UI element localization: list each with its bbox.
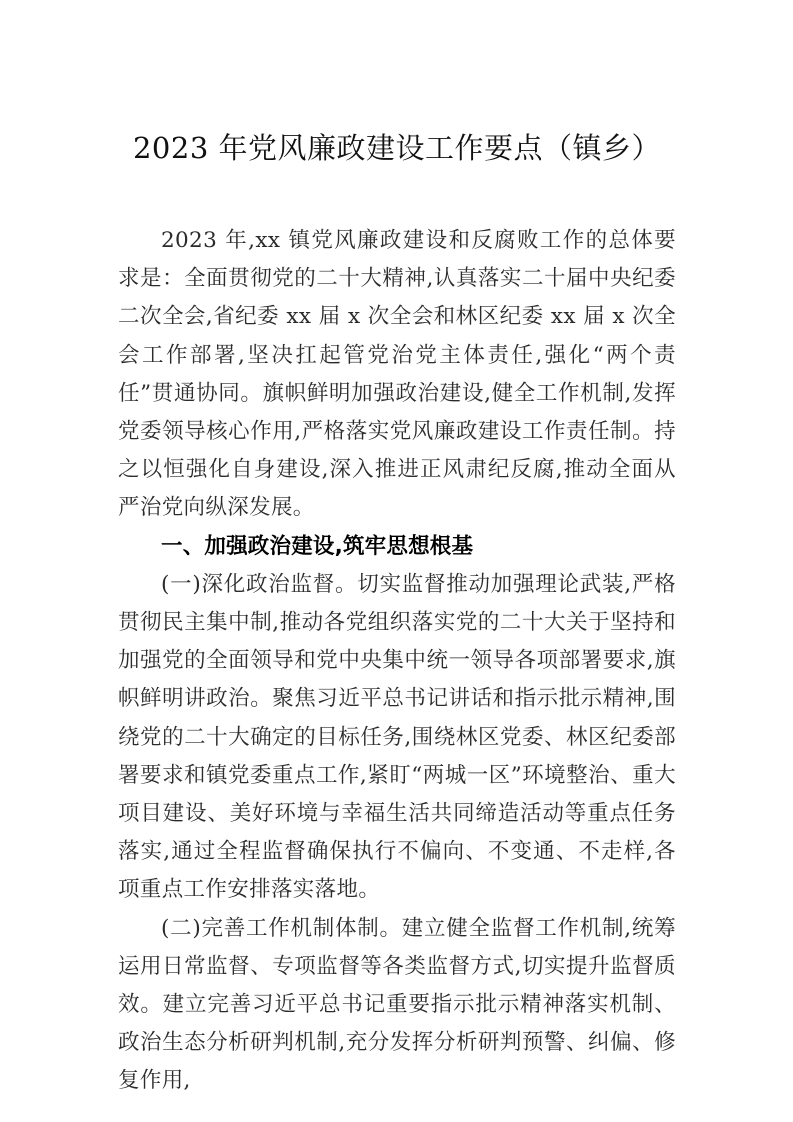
section-heading-one: 一、加强政治建设,筑牢思想根基	[161, 533, 474, 559]
paragraph-item-one: (一)深化政治监督。切实监督推动加强理论武装,严格贯彻民主集中制,推动各党组织落实党的二十大关于坚持和加强党的全面领导和党中央集中统一领导各项部署要求,旗帜鲜明讲政治。聚焦习近平总书记讲话和指示批示精神,围绕党的二十大确定的目标任务,围绕林区党委、林区纪委部署要求和镇党委重点工作,紧盯“两城一区”环境整治、重大项目建设、美好环境与幸福生活共同缔造活动等重点任务落实,通过全程监督确保执行不偏向、不变通、不走样,各项重点工作安排落实落地。	[118, 571, 676, 903]
page-title: 2023 年党风廉政建设工作要点（镇乡）	[132, 131, 662, 165]
paragraph-item-two: (二)完善工作机制体制。建立健全监督工作机制,统筹运用日常监督、专项监督等各类监督方式,切实提升监督质效。建立完善习近平总书记重要指示批示精神落实机制、政治生态分析研判机制,充分发挥分析研判预警、纠偏、修复作用,	[118, 915, 676, 1094]
paragraph-overall-requirements: 2023 年,xx 镇党风廉政建设和反腐败工作的总体要求是：全面贯彻党的二十大精神,认真落实二十届中央纪委二次全会,省纪委 xx 届 x 次全会和林区纪委 xx 届 x 次全会工作部署,坚决扛起管党治党主体责任,强化“两个责任”贯通协同。旗帜鲜明加强政治建设,健全工作机制,发挥党委领导核心作用,严格落实党风廉政建设工作责任制。持之以恒强化自身建设,深入推进正风肃纪反腐,推动全面从严治党向纵深发展。	[118, 228, 676, 521]
document-body	[118, 222, 676, 1101]
